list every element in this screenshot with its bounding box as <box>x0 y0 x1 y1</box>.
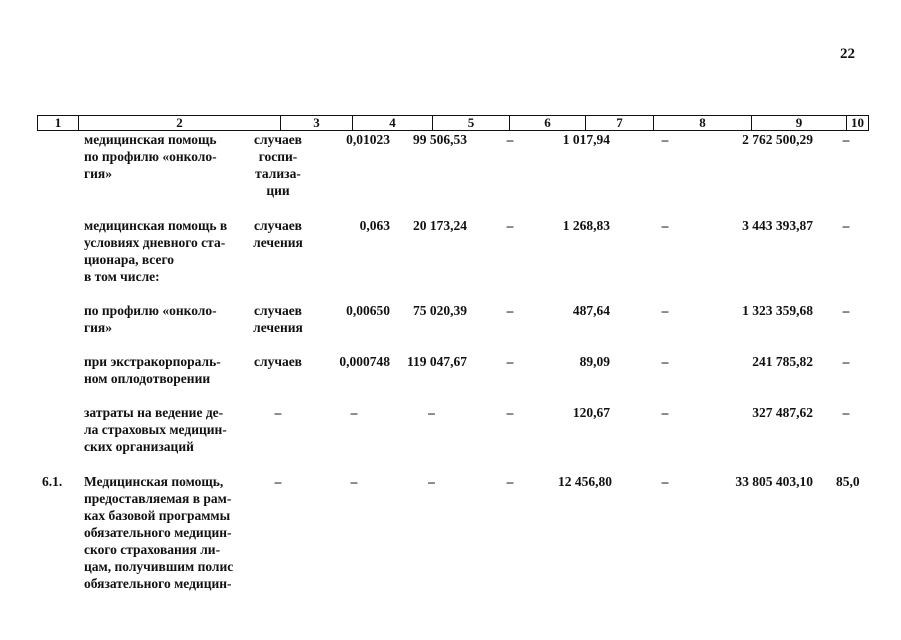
row-col8: – <box>661 132 669 147</box>
row-name <box>84 353 237 387</box>
row-unit <box>247 217 309 251</box>
row-unit-line: тализа- <box>255 166 301 181</box>
column-header-3: 3 <box>281 116 353 130</box>
row-name-line: предоставляемая в рам- <box>84 491 232 506</box>
row-name-line: ном оплодотворении <box>84 371 211 386</box>
row-name-line: обязательного медицин- <box>84 525 232 540</box>
row-unit <box>247 302 309 336</box>
row-name-line: затраты на ведение де- <box>84 405 224 420</box>
row-col10: – <box>842 218 850 233</box>
row-col6: – <box>506 405 514 420</box>
row-unit-line: – <box>274 405 282 420</box>
row-col9: 327 487,62 <box>752 405 813 420</box>
row-col4: 0,01023 <box>346 132 390 147</box>
row-col10: – <box>842 354 850 369</box>
row-col8: – <box>661 405 669 420</box>
row-col9: 3 443 393,87 <box>742 218 813 233</box>
row-name-line: в том числе: <box>84 269 160 284</box>
row-col6: – <box>506 354 514 369</box>
row-name-line: условиях дневного ста- <box>84 235 226 250</box>
row-col6: – <box>506 303 514 318</box>
row-name-line: гия» <box>84 320 112 335</box>
row-unit <box>247 404 309 421</box>
row-unit-line: случаев <box>254 218 302 233</box>
row-col5: – <box>428 474 435 489</box>
row-name <box>84 131 237 182</box>
row-col7: 12 456,80 <box>558 474 612 489</box>
column-header-2: 2 <box>79 116 281 130</box>
column-header-9: 9 <box>752 116 847 130</box>
row-col7: 1 017,94 <box>562 132 610 147</box>
row-col5: 20 173,24 <box>413 218 467 233</box>
row-name <box>84 404 237 455</box>
row-col9: 33 805 403,10 <box>735 474 813 489</box>
row-col4: – <box>350 474 358 489</box>
row-name-line: медицинская помощь в <box>84 218 228 233</box>
row-name-line: ского страхования ли- <box>84 542 221 557</box>
row-col4: – <box>350 405 358 420</box>
row-name-line: по профилю «онколо- <box>84 149 217 164</box>
row-name-line: гия» <box>84 166 112 181</box>
row-col5: 99 506,53 <box>413 132 467 147</box>
row-col7: 120,67 <box>572 405 610 420</box>
column-header-5: 5 <box>433 116 510 130</box>
row-col9: 2 762 500,29 <box>742 132 813 147</box>
row-unit-line: – <box>274 474 282 489</box>
row-col6: – <box>506 474 514 489</box>
row-col8: – <box>661 354 669 369</box>
row-unit-line: лечения <box>253 235 303 250</box>
row-unit <box>247 473 309 490</box>
column-header-row <box>37 115 869 131</box>
row-unit-line: случаев <box>254 303 302 318</box>
row-col8: – <box>661 474 669 489</box>
row-name-line: обязательного медицин- <box>84 576 232 591</box>
column-header-8: 8 <box>654 116 752 130</box>
row-col5: – <box>428 405 435 420</box>
row-name-line: ках базовой программы <box>84 508 231 523</box>
row-col7: 89,09 <box>579 354 610 369</box>
row-name-line: ционара, всего <box>84 252 174 267</box>
row-col10: – <box>842 132 850 147</box>
row-unit-line: случаев <box>254 132 302 147</box>
row-name-line: ских организаций <box>84 439 194 454</box>
row-unit-line: госпи- <box>258 149 298 164</box>
row-col7: 487,64 <box>572 303 610 318</box>
row-name-line: при экстракорпораль- <box>84 354 221 369</box>
row-number: 6.1. <box>42 474 63 489</box>
row-col4: 0,063 <box>359 218 390 233</box>
row-name-line: медицинская помощь <box>84 132 217 147</box>
row-col9: 241 785,82 <box>752 354 813 369</box>
row-name-line: по профилю «онколо- <box>84 303 217 318</box>
row-unit <box>247 131 309 199</box>
row-col10: – <box>842 303 850 318</box>
column-header-7: 7 <box>586 116 654 130</box>
row-col5: 119 047,67 <box>406 354 467 369</box>
row-col5: 75 020,39 <box>413 303 467 318</box>
row-name <box>84 217 237 285</box>
row-col10: – <box>842 405 850 420</box>
column-header-1: 1 <box>38 116 79 130</box>
row-col7: 1 268,83 <box>562 218 610 233</box>
row-unit-line: лечения <box>253 320 303 335</box>
row-col8: – <box>661 303 669 318</box>
row-name-line: Медицинская помощь, <box>84 474 224 489</box>
row-unit-line: ции <box>266 183 290 198</box>
row-name-line: ла страховых медицин- <box>84 422 227 437</box>
column-header-10: 10 <box>851 115 864 130</box>
row-name-line: цам, получившим полис <box>84 559 234 574</box>
row-name <box>84 473 240 592</box>
row-unit-line: случаев <box>254 354 302 369</box>
column-header-4: 4 <box>353 116 433 130</box>
row-col9: 1 323 359,68 <box>742 303 813 318</box>
row-col10: 85,0 <box>836 474 860 489</box>
row-col6: – <box>506 132 514 147</box>
row-col8: – <box>661 218 669 233</box>
row-col4: 0,000748 <box>339 354 390 369</box>
row-col6: – <box>506 218 514 233</box>
row-unit <box>247 353 309 370</box>
row-col4: 0,00650 <box>346 303 390 318</box>
row-name <box>84 302 237 336</box>
column-header-6: 6 <box>510 116 586 130</box>
page-number: 22 <box>840 46 855 62</box>
